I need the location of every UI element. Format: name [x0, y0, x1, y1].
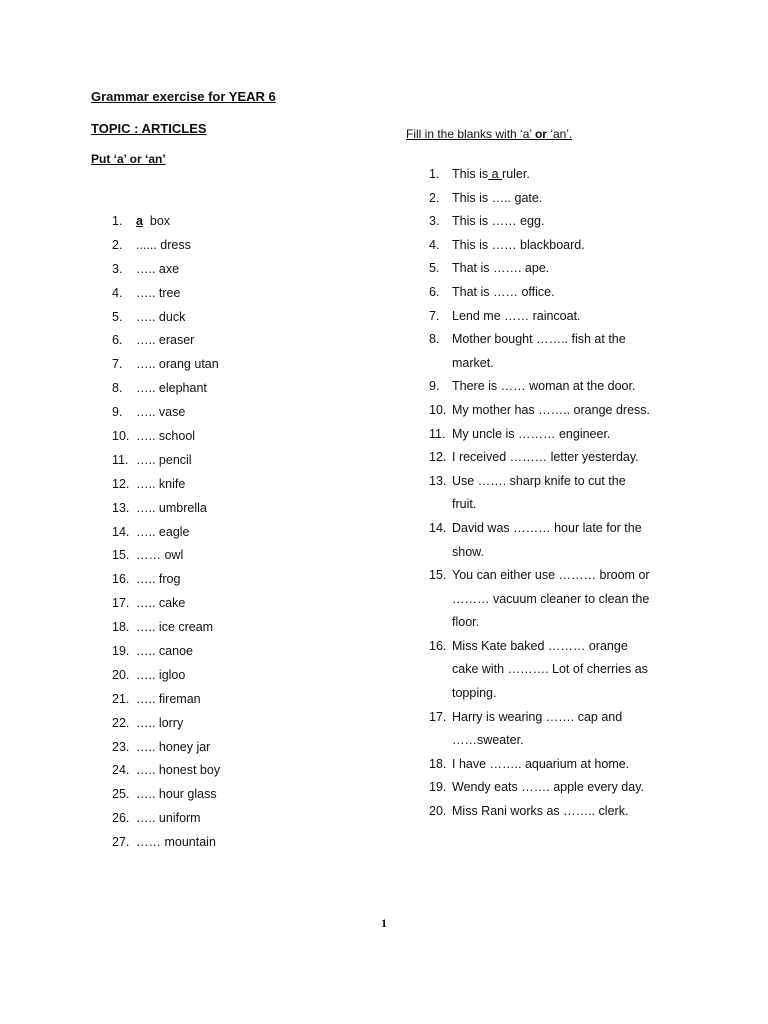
- item-number: 24.: [112, 763, 130, 778]
- left-list-item: [112, 428, 220, 452]
- sentence-line: That is …… office.: [452, 284, 555, 299]
- topic-heading: TOPIC : ARTICLES: [91, 121, 207, 136]
- right-list-item: [429, 470, 729, 517]
- sentence-line: Lend me …… raincoat.: [452, 308, 581, 323]
- item-text: ….. ice cream: [136, 620, 214, 635]
- item-number: 11.: [112, 452, 129, 467]
- item-number: 12.: [429, 450, 447, 465]
- item-text: ….. duck: [136, 309, 186, 324]
- item-number: 21.: [112, 691, 130, 706]
- item-number: 10.: [429, 402, 447, 417]
- answer-blank: a: [488, 167, 503, 181]
- item-number: 7.: [112, 357, 123, 372]
- left-list-item: [112, 356, 220, 380]
- sentence-line: fruit.: [452, 497, 477, 512]
- left-list-item: [112, 739, 220, 763]
- item-text: ...... dress: [136, 237, 191, 252]
- left-list-item: [112, 261, 220, 285]
- item-number: 13.: [112, 500, 130, 515]
- right-instruction-after: ‘an’.: [546, 127, 573, 141]
- left-list-item: [112, 213, 220, 237]
- right-list-item: [429, 706, 729, 753]
- sentence-line: Use ……. sharp knife to cut the: [452, 473, 626, 488]
- sentence-line: This is ….. gate.: [452, 190, 543, 205]
- left-list-item: [112, 285, 220, 309]
- right-list-item: [429, 375, 729, 399]
- item-number: 13.: [429, 473, 447, 488]
- left-list-item: [112, 595, 220, 619]
- item-number: 19.: [429, 780, 447, 795]
- item-text: ….. hour glass: [136, 787, 217, 802]
- item-text: ….. cake: [136, 596, 186, 611]
- item-number: 20.: [429, 804, 447, 819]
- sentence-line: Harry is wearing ……. cap and: [452, 709, 623, 724]
- right-list-item: [429, 564, 729, 635]
- item-text: ….. axe: [136, 261, 180, 276]
- item-text: ….. frog: [136, 572, 181, 587]
- item-text: ….. orang utan: [136, 357, 219, 372]
- right-list-item: [429, 257, 729, 281]
- item-text: ….. igloo: [136, 667, 186, 682]
- item-text: ….. honey jar: [136, 739, 211, 754]
- right-list-item: [429, 446, 729, 470]
- left-list-item: [112, 309, 220, 333]
- item-number: 6.: [112, 333, 123, 348]
- left-list-item: [112, 237, 220, 261]
- right-instruction-bold: or: [534, 127, 547, 141]
- sentence-line: show.: [452, 544, 484, 559]
- item-number: 27.: [112, 835, 130, 850]
- item-number: 19.: [112, 644, 130, 659]
- item-number: 5.: [429, 261, 440, 276]
- sentence-line: ……sweater.: [452, 733, 524, 748]
- item-text: ….. elephant: [136, 381, 207, 396]
- right-list-item: [429, 210, 729, 234]
- sentence-line: [452, 163, 729, 187]
- item-text: ….. school: [136, 429, 196, 444]
- left-list-item: [112, 691, 220, 715]
- left-list-item: [112, 476, 220, 500]
- left-list-item: [112, 715, 220, 739]
- right-list-item: [429, 305, 729, 329]
- item-number: 15.: [112, 548, 130, 563]
- right-list-item: [429, 187, 729, 211]
- right-list-item: [429, 635, 729, 706]
- item-number: 3.: [429, 214, 440, 229]
- worksheet-title: Grammar exercise for YEAR 6: [91, 89, 276, 104]
- item-text: box: [142, 214, 171, 228]
- sentence-line: David was ……… hour late for the: [452, 520, 642, 535]
- item-text: …… owl: [136, 548, 184, 563]
- item-number: 1.: [112, 214, 123, 228]
- item-text: ….. uniform: [136, 811, 201, 826]
- item-number: 17.: [429, 709, 447, 724]
- item-number: 9.: [112, 405, 123, 420]
- item-text: …… mountain: [136, 835, 216, 850]
- sentence-line: market.: [452, 355, 494, 370]
- left-list-item: [112, 332, 220, 356]
- right-list-item: [429, 234, 729, 258]
- item-number: 7.: [429, 308, 440, 323]
- left-list-item: [112, 380, 220, 404]
- right-instruction: [406, 127, 572, 141]
- item-text: ….. fireman: [136, 691, 201, 706]
- left-list-item: [112, 571, 220, 595]
- left-list-item: [112, 762, 220, 786]
- sentence-line: My uncle is ……… engineer.: [452, 426, 611, 441]
- right-list-item: [429, 328, 729, 375]
- left-list-item: [112, 667, 220, 691]
- item-number: 4.: [112, 285, 123, 300]
- sentence-line: Wendy eats ……. apple every day.: [452, 780, 644, 795]
- right-list-item: [429, 163, 729, 187]
- sentence-line: cake with ………. Lot of cherries as: [452, 662, 648, 677]
- item-text: ….. eraser: [136, 333, 195, 348]
- sentence-line: This is …… blackboard.: [452, 237, 585, 252]
- left-list-item: [112, 834, 220, 858]
- right-exercise-list: [429, 163, 729, 824]
- item-number: 2.: [429, 190, 440, 205]
- item-number: 25.: [112, 787, 130, 802]
- sentence-line: Miss Rani works as …….. clerk.: [452, 804, 629, 819]
- item-number: 15.: [429, 568, 447, 583]
- sentence-prefix: This is: [452, 167, 489, 181]
- item-number: 1.: [429, 167, 440, 181]
- item-number: 12.: [112, 476, 130, 491]
- item-number: 16.: [429, 638, 447, 653]
- sentence-line: Mother bought …….. fish at the: [452, 332, 626, 347]
- item-text: ….. vase: [136, 405, 186, 420]
- left-list-item: [112, 786, 220, 810]
- item-number: 23.: [112, 739, 130, 754]
- sentence-line: There is …… woman at the door.: [452, 379, 636, 394]
- sentence-line: That is ……. ape.: [452, 261, 550, 276]
- item-number: 26.: [112, 811, 130, 826]
- left-list-item: [112, 404, 220, 428]
- sentence-line: ……… vacuum cleaner to clean the: [452, 591, 650, 606]
- item-number: 9.: [429, 379, 440, 394]
- item-number: 4.: [429, 237, 440, 252]
- sentence-line: My mother has …….. orange dress.: [452, 402, 650, 417]
- item-number: 8.: [429, 332, 440, 347]
- right-list-item: [429, 399, 729, 423]
- sentence-text: ruler.: [502, 167, 530, 181]
- right-list-item: [429, 281, 729, 305]
- item-number: 11.: [429, 426, 446, 441]
- left-list-item: [112, 500, 220, 524]
- right-instruction-before: Fill in the blanks with ‘a’: [406, 127, 535, 141]
- sentence-line: topping.: [452, 686, 497, 701]
- item-text: ….. canoe: [136, 644, 193, 659]
- left-instruction: Put ‘a’ or ‘an’: [91, 152, 166, 166]
- left-list-item: [112, 619, 220, 643]
- left-list-item: [112, 547, 220, 571]
- item-text: ….. pencil: [136, 452, 192, 467]
- item-number: 14.: [112, 524, 130, 539]
- item-number: 17.: [112, 596, 130, 611]
- right-list-item: [429, 423, 729, 447]
- left-list-item: [112, 810, 220, 834]
- item-number: 3.: [112, 261, 123, 276]
- item-text: ….. eagle: [136, 524, 190, 539]
- item-text: ….. tree: [136, 285, 181, 300]
- sentence-line: I have …….. aquarium at home.: [452, 756, 630, 771]
- item-text: ….. lorry: [136, 715, 184, 730]
- item-number: 10.: [112, 429, 130, 444]
- left-list-item: [112, 524, 220, 548]
- sentence-line: I received ……… letter yesterday.: [452, 450, 639, 465]
- item-number: 22.: [112, 715, 130, 730]
- item-number: 18.: [112, 620, 130, 635]
- right-list-item: [429, 800, 729, 824]
- item-number: 20.: [112, 667, 130, 682]
- item-text: ….. honest boy: [136, 763, 221, 778]
- item-number: 18.: [429, 756, 447, 771]
- sentence-line: You can either use ……… broom or: [452, 568, 650, 583]
- item-text: ….. umbrella: [136, 500, 207, 515]
- page-number: 1: [381, 916, 387, 930]
- item-number: 16.: [112, 572, 130, 587]
- sentence-line: Miss Kate baked ……… orange: [452, 638, 628, 653]
- item-number: 14.: [429, 520, 447, 535]
- left-exercise-list: [112, 213, 220, 858]
- sentence-line: floor.: [452, 615, 480, 630]
- right-list-item: [429, 517, 729, 564]
- sentence-line: This is …… egg.: [452, 214, 545, 229]
- right-list-item: [429, 753, 729, 777]
- item-number: 2.: [112, 237, 123, 252]
- item-number: 5.: [112, 309, 123, 324]
- item-number: 6.: [429, 284, 440, 299]
- answer-blank: a: [136, 214, 143, 228]
- item-number: 8.: [112, 381, 123, 396]
- item-text: ….. knife: [136, 476, 186, 491]
- left-list-item: [112, 643, 220, 667]
- right-list-item: [429, 776, 729, 800]
- left-list-item: [112, 452, 220, 476]
